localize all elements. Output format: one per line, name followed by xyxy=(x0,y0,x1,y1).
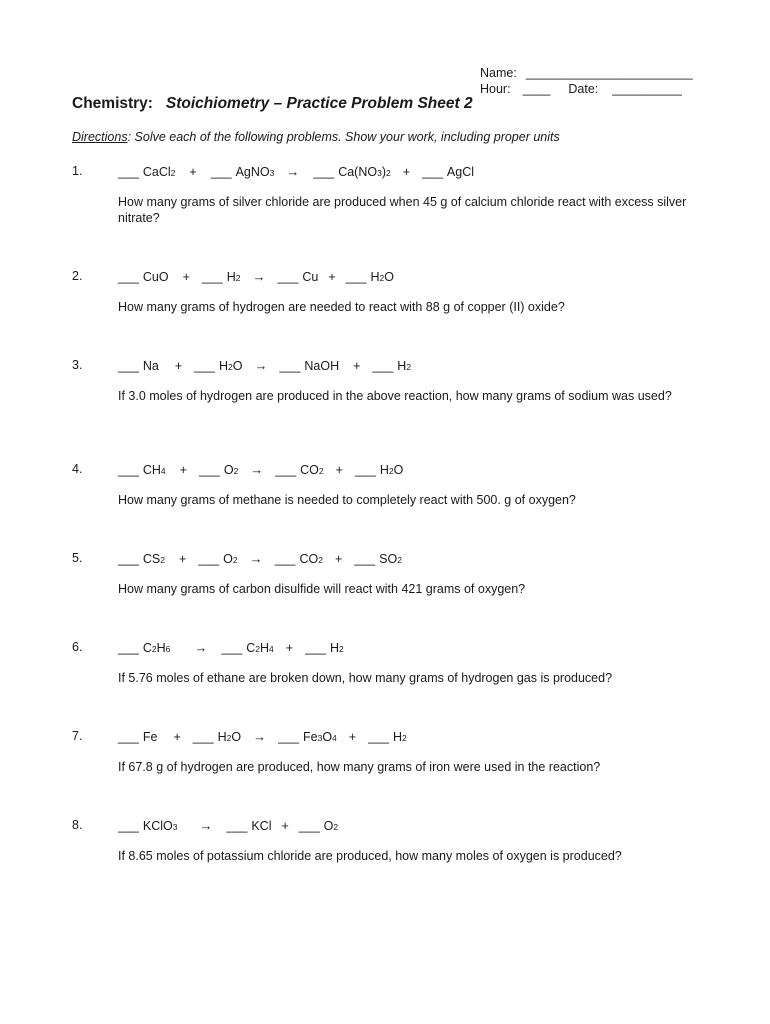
problem-question: How many grams of hydrogen are needed to react with 88 g of copper (II) oxide? xyxy=(118,300,565,314)
problem-number: 8. xyxy=(72,818,83,832)
plus-sign: + xyxy=(173,730,181,744)
problem-question: If 5.76 moles of ethane are broken down, how many grams of hydrogen gas is produced? xyxy=(118,671,613,685)
formula-co2: CO 2 xyxy=(300,463,324,477)
reaction-arrow-icon: → xyxy=(194,640,208,655)
plus-sign: + xyxy=(402,165,411,179)
chemical-equation xyxy=(118,640,344,655)
name-blank-line: ________________________ xyxy=(525,66,693,80)
coefficient-blank: ___ xyxy=(422,165,443,179)
chemical-equation xyxy=(118,358,411,373)
formula-c2h4: C 2 H 4 xyxy=(246,641,274,655)
formula-h2o: H 2 O xyxy=(379,463,404,477)
formula-cano32: Ca(NO 3 ) 2 xyxy=(338,165,391,179)
problem-number: 2. xyxy=(72,269,83,283)
formula-co2: CO 2 xyxy=(299,552,323,566)
directions-text: : Solve each of the following problems. Show your work, including proper units xyxy=(127,130,560,144)
plus-sign: + xyxy=(328,270,336,284)
chemical-equation xyxy=(118,269,394,284)
coefficient-blank: ___ xyxy=(277,270,299,284)
formula-fe: Fe xyxy=(142,730,158,744)
problem-question: If 8.65 moles of potassium chloride are produced, how many moles of oxygen is produced? xyxy=(118,849,622,863)
problem-number: 6. xyxy=(72,640,83,654)
formula-agno3: AgNO 3 xyxy=(235,165,275,179)
chemical-equation xyxy=(118,462,403,477)
title-subject: Chemistry: xyxy=(72,95,153,112)
plus-sign: + xyxy=(285,641,294,655)
chemical-equation xyxy=(118,551,402,566)
chemical-equation xyxy=(118,818,338,833)
date-blank-line: __________ xyxy=(612,82,682,96)
formula-cacl2: CaCl 2 xyxy=(142,165,176,179)
reaction-arrow-icon: → xyxy=(249,551,263,566)
coefficient-blank: ___ xyxy=(279,359,301,373)
coefficient-blank: ___ xyxy=(345,270,367,284)
plus-sign: + xyxy=(182,270,190,284)
reaction-arrow-icon: → xyxy=(254,358,268,373)
problem-question: If 3.0 moles of hydrogen are produced in the above reaction, how many grams of sodium was used? xyxy=(118,389,672,403)
coefficient-blank: ___ xyxy=(118,819,139,833)
problem-question: How many grams of carbon disulfide will react with 421 grams of oxygen? xyxy=(118,582,526,596)
reaction-arrow-icon: → xyxy=(286,164,300,179)
coefficient-blank: ___ xyxy=(226,819,248,833)
name-row xyxy=(480,65,693,81)
problem-number: 1. xyxy=(72,164,83,178)
formula-naoh: NaOH xyxy=(304,359,340,373)
coefficient-blank: ___ xyxy=(372,359,394,373)
name-label: Name: xyxy=(480,66,517,80)
coefficient-blank: ___ xyxy=(210,165,232,179)
formula-h2: H 2 xyxy=(226,270,241,284)
student-info-fields xyxy=(480,65,693,97)
formula-h2: H 2 xyxy=(329,641,344,655)
chemical-equation xyxy=(118,164,474,179)
hour-label: Hour: xyxy=(480,82,511,96)
reaction-arrow-icon: → xyxy=(252,269,266,284)
formula-c2h6: C 2 H 6 xyxy=(142,641,171,655)
coefficient-blank: ___ xyxy=(118,641,139,655)
coefficient-blank: ___ xyxy=(198,552,220,566)
coefficient-blank: ___ xyxy=(118,463,139,477)
formula-cs2: CS 2 xyxy=(142,552,165,566)
coefficient-blank: ___ xyxy=(198,463,220,477)
plus-sign: + xyxy=(335,463,343,477)
coefficient-blank: ___ xyxy=(118,359,139,373)
formula-o2: O 2 xyxy=(323,819,339,833)
formula-h2: H 2 xyxy=(392,730,407,744)
formula-h2: H 2 xyxy=(397,359,412,373)
coefficient-blank: ___ xyxy=(201,270,223,284)
formula-so2: SO 2 xyxy=(379,552,402,566)
formula-o2: O 2 xyxy=(223,463,239,477)
plus-sign: + xyxy=(178,552,187,566)
plus-sign: + xyxy=(189,165,197,179)
problem-number: 5. xyxy=(72,551,83,565)
formula-cuo: CuO xyxy=(142,270,169,284)
coefficient-blank: ___ xyxy=(354,552,376,566)
formula-o2: O 2 xyxy=(223,552,238,566)
reaction-arrow-icon: → xyxy=(199,818,213,833)
problem-number: 4. xyxy=(72,462,83,476)
directions-label: Directions xyxy=(72,130,128,144)
plus-sign: + xyxy=(353,359,361,373)
date-label: Date: xyxy=(568,82,599,96)
plus-sign: + xyxy=(174,359,183,373)
formula-h2o: H 2 O xyxy=(370,270,395,284)
formula-h2o: H 2 O xyxy=(217,730,242,744)
plus-sign: + xyxy=(334,552,343,566)
coefficient-blank: ___ xyxy=(354,463,376,477)
coefficient-blank: ___ xyxy=(194,359,216,373)
formula-agcl: AgCl xyxy=(446,165,475,179)
page-title xyxy=(72,95,473,113)
coefficient-blank: ___ xyxy=(313,165,335,179)
coefficient-blank: ___ xyxy=(118,552,139,566)
formula-h2o: H 2 O xyxy=(219,359,243,373)
coefficient-blank: ___ xyxy=(118,730,139,744)
coefficient-blank: ___ xyxy=(274,552,296,566)
coefficient-blank: ___ xyxy=(118,165,139,179)
problem-number: 3. xyxy=(72,358,83,372)
reaction-arrow-icon: → xyxy=(253,729,267,744)
hour-blank-line: ____ xyxy=(522,82,551,96)
problem-number: 7. xyxy=(72,729,83,743)
problem-question: How many grams of silver chloride are produced when 45 g of calcium chloride react with excess silver nitrate? xyxy=(118,195,687,225)
coefficient-blank: ___ xyxy=(278,730,299,744)
reaction-arrow-icon: → xyxy=(250,462,264,477)
plus-sign: + xyxy=(348,730,357,744)
formula-ch4: CH 4 xyxy=(142,463,166,477)
hour-date-row xyxy=(480,81,693,97)
directions xyxy=(72,130,560,144)
title-topic: Stoichiometry – Practice Problem Sheet 2 xyxy=(165,95,473,112)
coefficient-blank: ___ xyxy=(298,819,320,833)
formula-fe3o4: Fe 3 O 4 xyxy=(302,730,337,744)
formula-kcl: KCl xyxy=(251,819,272,833)
coefficient-blank: ___ xyxy=(221,641,243,655)
formula-kclo3: KClO 3 xyxy=(142,819,178,833)
chemical-equation xyxy=(118,729,407,744)
problem-question: How many grams of methane is needed to completely react with 500. g of oxygen? xyxy=(118,493,576,507)
coefficient-blank: ___ xyxy=(305,641,326,655)
plus-sign: + xyxy=(281,819,289,833)
coefficient-blank: ___ xyxy=(192,730,214,744)
formula-cu: Cu xyxy=(302,270,319,284)
problem-question: If 67.8 g of hydrogen are produced, how many grams of iron were used in the reaction? xyxy=(118,760,601,774)
coefficient-blank: ___ xyxy=(368,730,389,744)
coefficient-blank: ___ xyxy=(275,463,297,477)
plus-sign: + xyxy=(179,463,187,477)
formula-na: Na xyxy=(142,359,159,373)
coefficient-blank: ___ xyxy=(118,270,139,284)
